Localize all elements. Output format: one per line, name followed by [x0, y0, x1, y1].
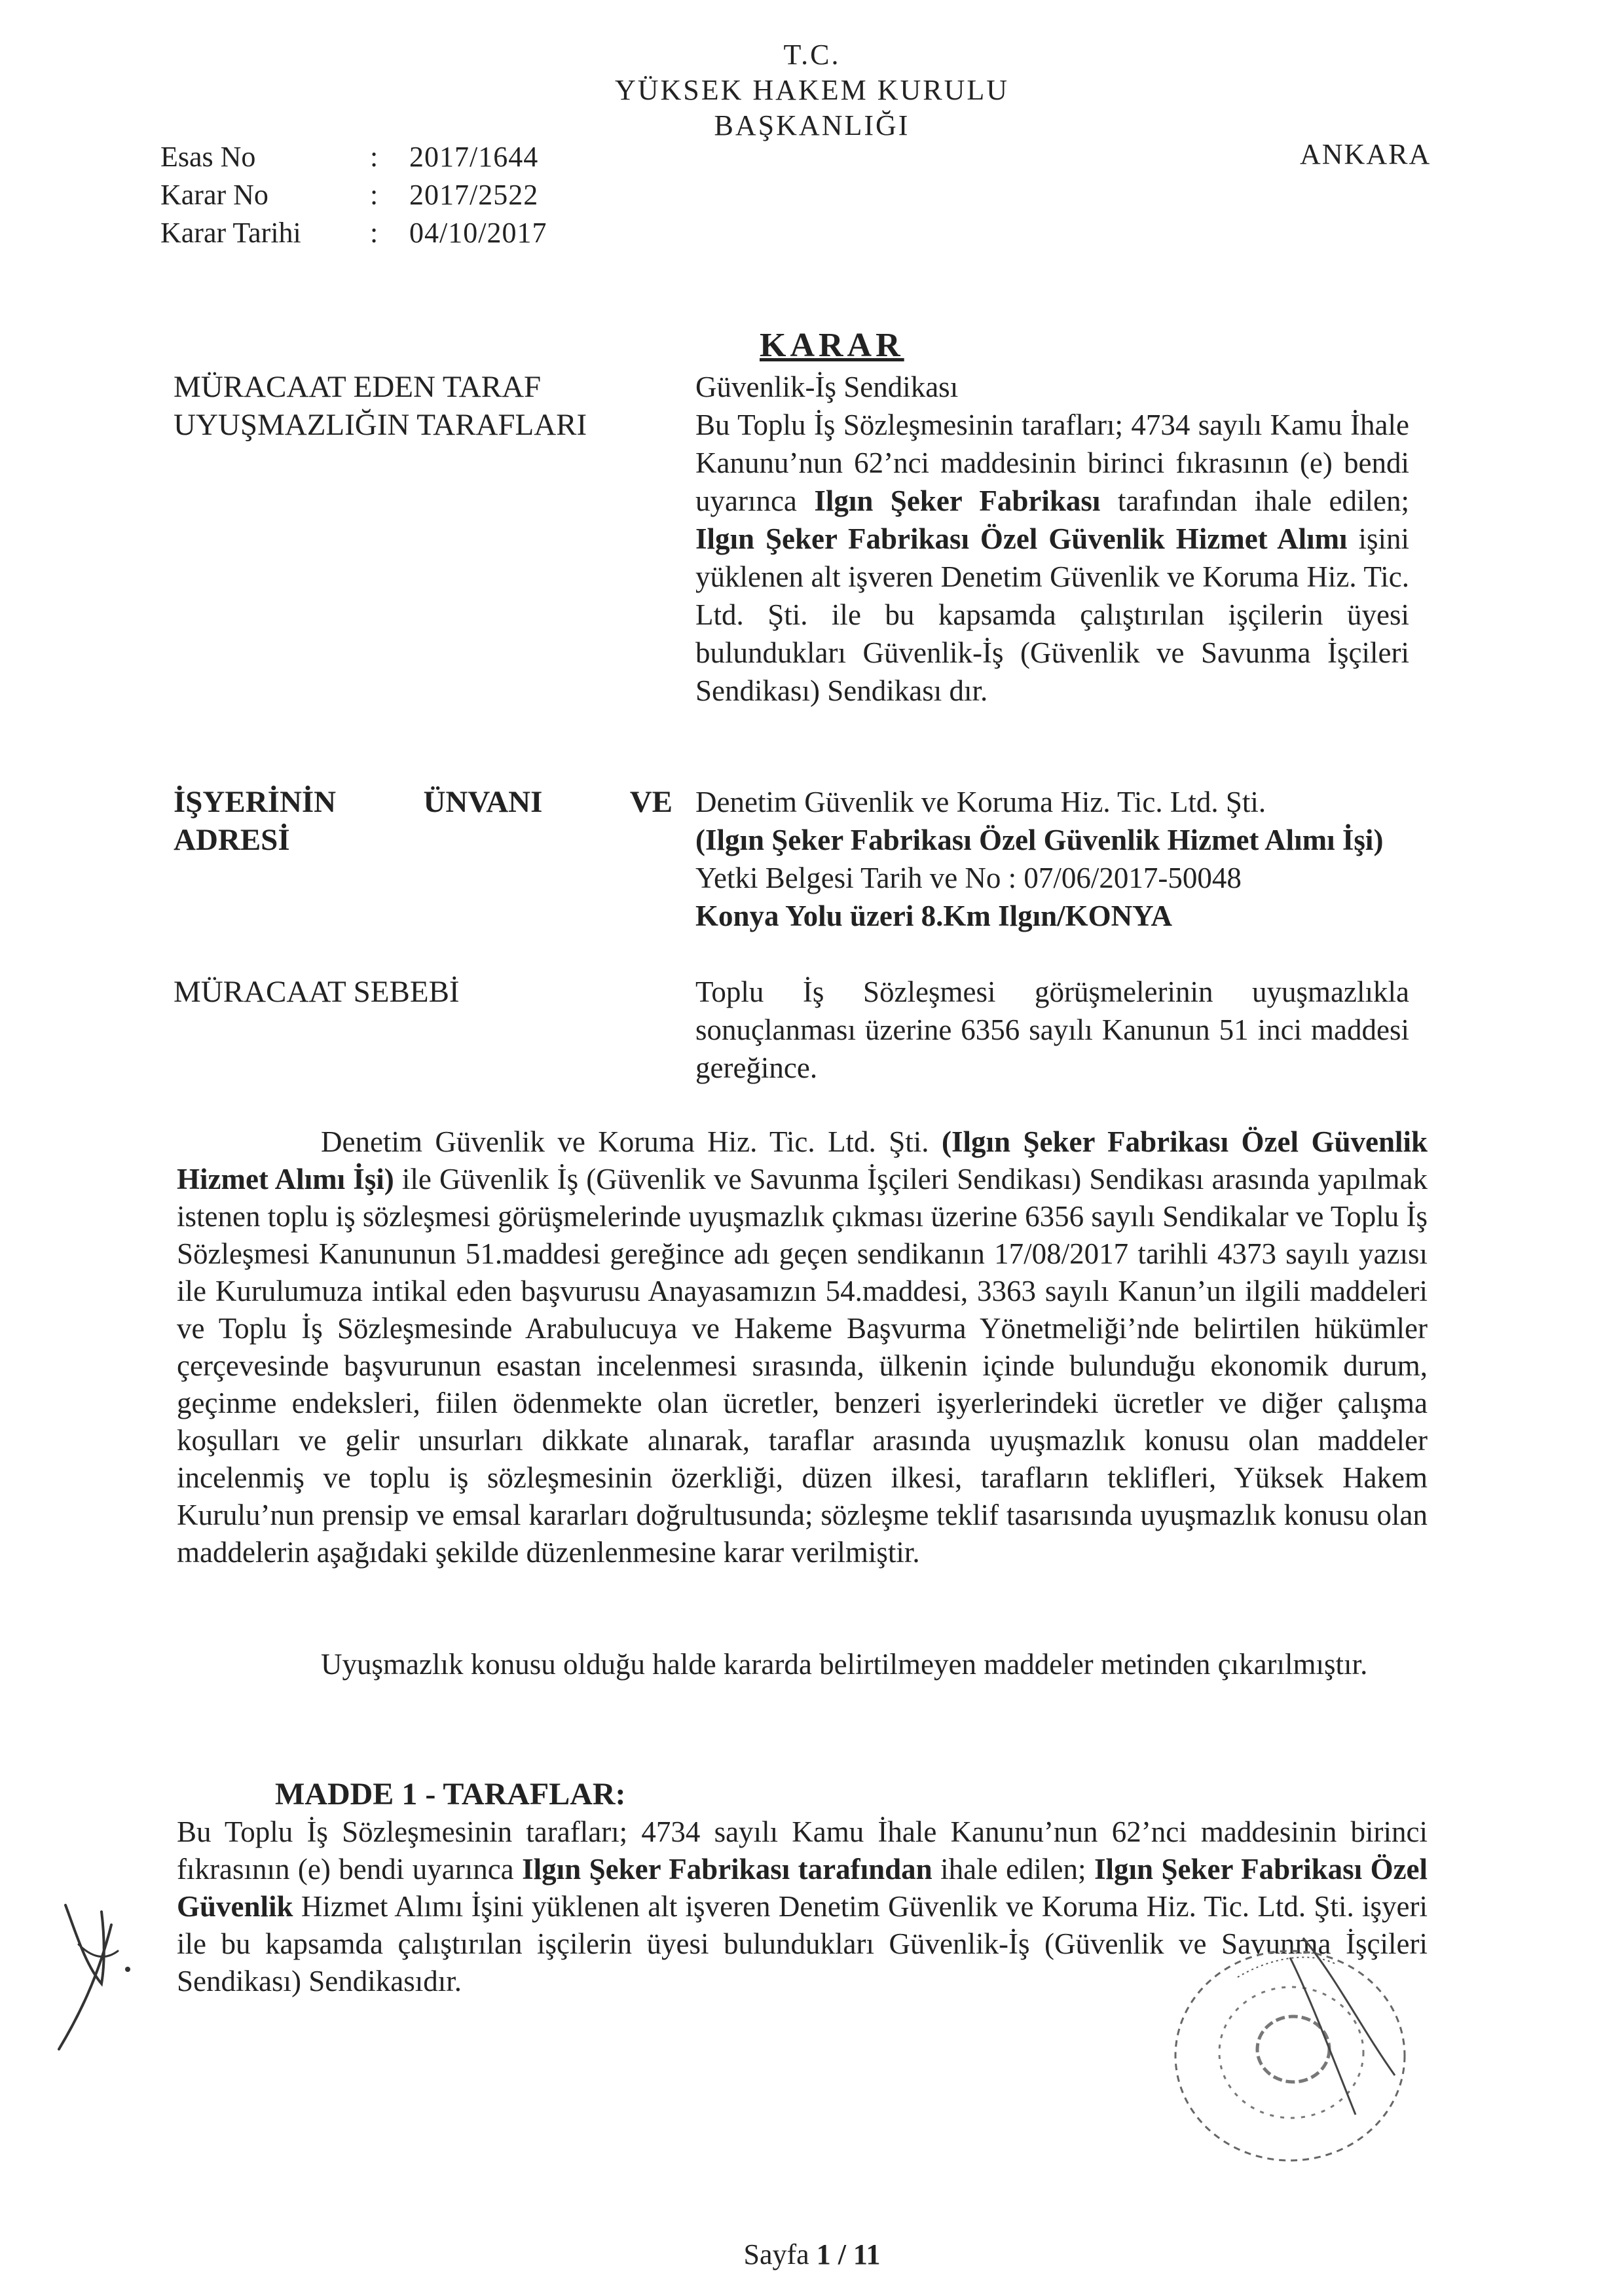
isyeri-cert: Yetki Belgesi Tarih ve No : 07/06/2017-50048	[695, 862, 1242, 894]
value-taraflar	[695, 406, 1409, 710]
page-separator: /	[838, 2238, 846, 2270]
taraflar-bold-2: Ilgın Şeker Fabrikası Özel Güvenlik Hizmet Alımı	[695, 522, 1348, 555]
value-sebep: Toplu İş Sözleşmesi görüşmelerinin uyuşmazlıkla sonuçlanması üzerine 6356 sayılı Kanunun 51 inci maddesi gereğince.	[695, 975, 1409, 1084]
taraflar-text-3: işini yüklenen alt işveren Denetim Güvenlik ve Koruma Hiz. Tic. Ltd. Şti. ile bu kapsamda çalıştırılan işçilerin üyesi bulundukları Güvenlik-İş (Güvenlik ve Savunma İşçileri Sendikası) Sendikası dır.	[695, 522, 1409, 707]
page-current: 1	[816, 2238, 831, 2270]
meta-karar-tarihi	[160, 216, 547, 249]
meta-colon: :	[370, 179, 378, 211]
meta-label: Karar No	[160, 179, 268, 211]
label-sebep: MÜRACAAT SEBEBİ	[174, 975, 460, 1009]
header-tc: T.C.	[783, 39, 841, 71]
handwritten-initials	[39, 1886, 144, 2056]
label-unvani: ÜNVANI	[423, 785, 543, 819]
meta-label: Esas No	[160, 141, 256, 173]
body-paragraph-1	[177, 1123, 1428, 1571]
label-adresi: ADRESİ	[174, 823, 290, 857]
madde-1-title: MADDE 1 - TARAFLAR:	[275, 1777, 626, 1812]
madde-1-bold-a: Ilgın Şeker Fabrikası tarafından	[522, 1853, 932, 1886]
header-office: BAŞKANLIĞI	[714, 109, 910, 141]
body-paragraph-2: Uyuşmazlık konusu olduğu halde kararda belirtilmeyen maddeler metinden çıkarılmıştır.	[321, 1648, 1368, 1681]
page-number	[0, 2238, 1624, 2271]
label-taraflar: UYUŞMAZLIĞIN TARAFLARI	[174, 408, 587, 442]
meta-value: 04/10/2017	[409, 217, 547, 249]
header-institution: YÜKSEK HAKEM KURULU	[614, 74, 1010, 106]
header-city: ANKARA	[1300, 138, 1431, 170]
meta-label: Karar Tarihi	[160, 217, 301, 249]
taraflar-bold-1: Ilgın Şeker Fabrikası	[814, 484, 1101, 517]
body-p1-bold: (Ilgın Şeker Fabrikası Özel Güvenlik Hizmet Alımı İşi)	[177, 1125, 1428, 1195]
value-muracaat-eden: Güvenlik-İş Sendikası	[695, 371, 959, 403]
meta-value: 2017/1644	[409, 141, 539, 173]
meta-karar-no	[160, 178, 538, 211]
label-isyeri-row	[174, 783, 673, 821]
meta-esas-no	[160, 140, 538, 173]
madde-1-bold-b: Ilgın Şeker Fabrikası Özel Güvenlik	[177, 1853, 1428, 1923]
value-isyeri	[695, 783, 1409, 935]
isyeri-company: Denetim Güvenlik ve Koruma Hiz. Tic. Ltd. Şti.	[695, 786, 1266, 818]
madde-1-text-b: ihale edilen;	[940, 1853, 1086, 1886]
meta-value: 2017/2522	[409, 179, 539, 211]
official-seal-stamp	[1139, 1918, 1441, 2193]
karar-title: KARAR	[760, 327, 904, 364]
body-p1-b: ile Güvenlik İş (Güvenlik ve Savunma İşçileri Sendikası) Sendikası arasında yapılmak istenen toplu iş sözleşmesi görüşmelerinde uyuşmazlık çıkması üzerine 6356 sayılı Sendikalar ve Toplu İş Sözleşmesi Kanununun 51.maddesi gereğince adı geçen sendikanın 17/08/2017 tarihli 4373 sayılı yazısı ile Kurulumuza intikal eden başvurusu Anayasamızın 54.maddesi, 3363 sayılı Kanun’un ilgili maddeleri ve Toplu İş Sözleşmesinde Arabulucuya ve Hakeme Başvurma Yönetmeliği’nde belirtilen hükümler çerçevesinde başvurunun esastan incelenmesi sırasında, ülkenin içinde bulunduğu ekonomik durum, geçinme endeksleri, fiilen ödenmekte olan ücretler, benzeri işyerlerindeki ücretler ve diğer çalışma koşulları ve gelir unsurları dikkate alınarak, taraflar arasında uyuşmazlık konusu olan maddeler incelenmiş ve toplu iş sözleşmesinin özerkliği, düzen ilkesi, tarafların teklifleri, Yüksek Hakem Kurulu’nun prensip ve emsal kararları doğrultusunda; sözleşme teklif tasarısında uyuşmazlık konusu olan maddelerin aşağıdaki şekilde düzenlenmesine karar verilmiştir.	[177, 1163, 1428, 1569]
label-isyeri: İŞYERİNİN	[174, 785, 337, 819]
label-ve: VE	[629, 785, 673, 819]
taraflar-text-1: Bu Toplu İş Sözleşmesinin tarafları; 4734 sayılı Kamu İhale Kanunu’nun 62’nci maddesinin birinci fıkrasının (e) bendi uyarınca	[695, 409, 1409, 517]
page-prefix: Sayfa	[743, 2238, 809, 2270]
label-muracaat-eden: MÜRACAAT EDEN TARAF	[174, 370, 542, 404]
madde-1-text-c: Hizmet Alımı İşini yüklenen alt işveren Denetim Güvenlik ve Koruma Hiz. Tic. Ltd. Şti. işyeri ile bu kapsamda çalıştırılan işçilerin üyesi bulundukları Güvenlik-İş (Güvenlik ve Savunma İşçileri Sendikası) Sendikasıdır.	[177, 1890, 1428, 1997]
meta-colon: :	[370, 141, 378, 173]
isyeri-job: (Ilgın Şeker Fabrikası Özel Güvenlik Hizmet Alımı İşi)	[695, 824, 1384, 856]
meta-colon: :	[370, 217, 378, 249]
page-total: 11	[853, 2238, 881, 2270]
taraflar-text-2: tarafından ihale edilen;	[1117, 484, 1409, 517]
isyeri-address: Konya Yolu üzeri 8.Km Ilgın/KONYA	[695, 900, 1172, 932]
madde-1-text-a: Bu Toplu İş Sözleşmesinin tarafları; 4734 sayılı Kamu İhale Kanunu’nun 62’nci maddesinin birinci fıkrasının (e) bendi uyarınca	[177, 1815, 1428, 1886]
body-p1-a: Denetim Güvenlik ve Koruma Hiz. Tic. Ltd. Şti.	[321, 1125, 929, 1158]
